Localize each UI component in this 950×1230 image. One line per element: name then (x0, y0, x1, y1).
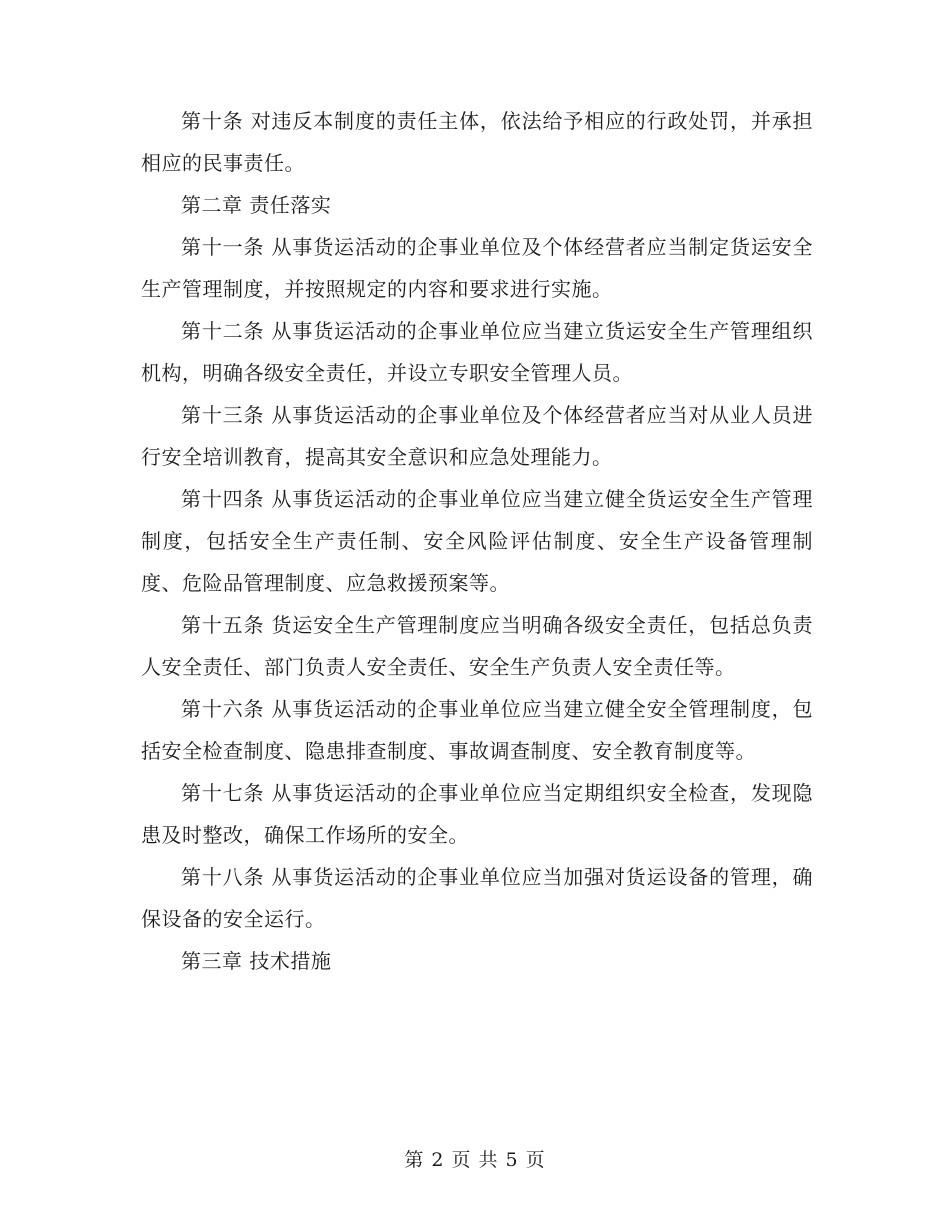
article-12-paragraph: 第十二条 从事货运活动的企事业单位应当建立货运安全生产管理组织机构，明确各级安全责任，并设立专职安全管理人员。 (141, 319, 813, 385)
article-16-paragraph: 第十六条 从事货运活动的企事业单位应当建立健全安全管理制度，包括安全检查制度、隐患排查制度、事故调查制度、安全教育制度等。 (141, 697, 813, 763)
article-18-paragraph: 第十八条 从事货运活动的企事业单位应当加强对货运设备的管理，确保设备的安全运行。 (141, 865, 813, 931)
chapter-2-heading: 第二章 责任落实 (181, 193, 332, 217)
article-11-paragraph: 第十一条 从事货运活动的企事业单位及个体经营者应当制定货运安全生产管理制度，并按照规定的内容和要求进行实施。 (141, 235, 813, 301)
page-number-footer: 第 2 页 共 5 页 (404, 1149, 546, 1171)
article-15-paragraph: 第十五条 货运安全生产管理制度应当明确各级安全责任，包括总负责人安全责任、部门负责人安全责任、安全生产负责人安全责任等。 (141, 613, 813, 679)
article-17-paragraph: 第十七条 从事货运活动的企事业单位应当定期组织安全检查，发现隐患及时整改，确保工作场所的安全。 (141, 781, 813, 847)
article-14-paragraph: 第十四条 从事货运活动的企事业单位应当建立健全货运安全生产管理制度，包括安全生产责任制、安全风险评估制度、安全生产设备管理制度、危险品管理制度、应急救援预案等。 (141, 487, 813, 595)
chapter-3-heading: 第三章 技术措施 (181, 949, 332, 973)
article-13-paragraph: 第十三条 从事货运活动的企事业单位及个体经营者应当对从业人员进行安全培训教育，提高其安全意识和应急处理能力。 (141, 403, 813, 469)
document-body (141, 100, 813, 982)
article-10-paragraph: 第十条 对违反本制度的责任主体，依法给予相应的行政处罚，并承担相应的民事责任。 (141, 109, 813, 175)
